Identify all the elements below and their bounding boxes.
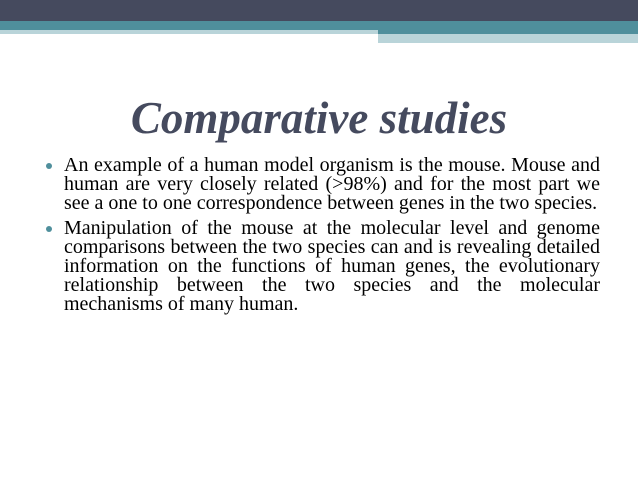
bullet-dot-icon bbox=[46, 163, 52, 169]
bullet-item bbox=[40, 156, 600, 213]
bullet-item bbox=[40, 219, 600, 314]
bullet-dot-icon bbox=[46, 226, 52, 232]
bullet-list bbox=[40, 156, 600, 320]
slide-title: Comparative studies bbox=[130, 93, 508, 143]
header-band-light-left bbox=[0, 30, 378, 34]
header-band-light-right bbox=[378, 34, 638, 43]
bullet-text: An example of a human model organism is the mouse. Mouse and human are very closely related (>98%) and for the most part we see a one to one correspondence between genes in the two species. bbox=[64, 154, 600, 214]
header-band-teal bbox=[0, 21, 638, 30]
header-band-dark bbox=[0, 0, 638, 21]
bullet-text: Manipulation of the mouse at the molecular level and genome comparisons between the two species can and is revealing detailed information on the functions of human genes, the evolutionary relationship between the two species and the molecular mechanisms of many human. bbox=[64, 217, 600, 315]
